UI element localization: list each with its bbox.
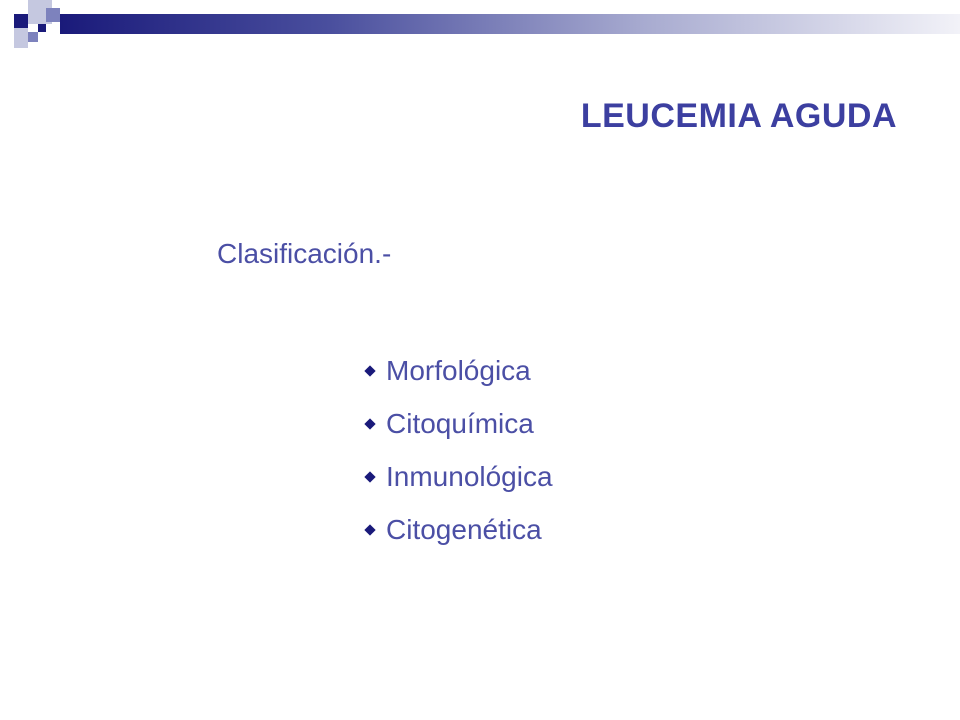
list-item-label: Inmunológica [386,460,553,492]
list-item-label: Citogenética [386,513,542,545]
list-item [364,503,553,556]
list-item-label: Citoquímica [386,407,534,439]
decor-square-mid [46,8,60,22]
list-item [364,397,553,450]
list-item [364,344,553,397]
slide-subtitle: Clasificación.- [217,238,392,269]
classification-list [364,344,553,556]
list-item [364,450,553,503]
decor-square-light-2 [14,28,28,48]
slide-title: LEUCEMIA AGUDA [580,97,897,135]
decor-square-dark-2 [38,24,46,32]
decor-square-mid-2 [28,32,38,42]
decor-square-dark [14,14,28,28]
diamond-bullet-icon [364,418,375,429]
diamond-bullet-icon [364,471,375,482]
list-item-label: Morfológica [386,354,531,386]
diamond-bullet-icon [364,524,375,535]
diamond-bullet-icon [364,365,375,376]
header-gradient-bar [60,14,960,34]
